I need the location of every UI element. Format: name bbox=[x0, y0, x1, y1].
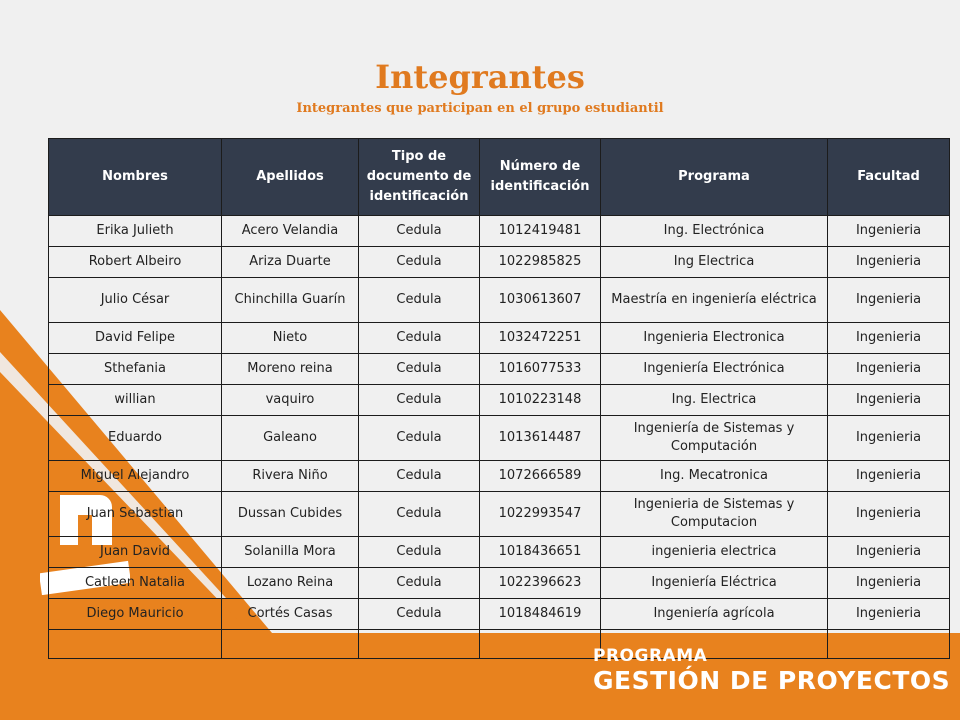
table-header-row bbox=[49, 139, 950, 216]
cell-facultad: Ingenieria bbox=[828, 216, 950, 247]
cell-programa: Ingeniería Electrónica bbox=[601, 354, 828, 385]
cell-apellidos: Cortés Casas bbox=[222, 599, 359, 630]
table-row bbox=[49, 278, 950, 323]
empty-cell bbox=[49, 630, 222, 659]
header-tipo-doc: Tipo de documento de identificación bbox=[359, 139, 480, 216]
cell-programa: ingenieria electrica bbox=[601, 537, 828, 568]
table-row bbox=[49, 461, 950, 492]
cell-tipo-doc: Cedula bbox=[359, 461, 480, 492]
cell-numero-id: 1030613607 bbox=[480, 278, 601, 323]
cell-facultad: Ingenieria bbox=[828, 385, 950, 416]
cell-facultad: Ingenieria bbox=[828, 354, 950, 385]
cell-programa: Ingeniería Eléctrica bbox=[601, 568, 828, 599]
cell-numero-id: 1072666589 bbox=[480, 461, 601, 492]
header-apellidos: Apellidos bbox=[222, 139, 359, 216]
table-row bbox=[49, 537, 950, 568]
cell-facultad: Ingenieria bbox=[828, 247, 950, 278]
page-title: Integrantes bbox=[375, 58, 585, 96]
cell-apellidos: Galeano bbox=[222, 416, 359, 461]
cell-apellidos: Nieto bbox=[222, 323, 359, 354]
cell-apellidos: vaquiro bbox=[222, 385, 359, 416]
cell-programa: Ingenieria Electronica bbox=[601, 323, 828, 354]
cell-apellidos: Chinchilla Guarín bbox=[222, 278, 359, 323]
cell-nombres: Julio César bbox=[49, 278, 222, 323]
cell-tipo-doc: Cedula bbox=[359, 416, 480, 461]
cell-facultad: Ingenieria bbox=[828, 568, 950, 599]
cell-facultad: Ingenieria bbox=[828, 599, 950, 630]
cell-nombres: Catleen Natalia bbox=[49, 568, 222, 599]
cell-numero-id: 1018484619 bbox=[480, 599, 601, 630]
cell-tipo-doc: Cedula bbox=[359, 568, 480, 599]
cell-nombres: Juan Sebastian bbox=[49, 492, 222, 537]
header-nombres: Nombres bbox=[49, 139, 222, 216]
cell-tipo-doc: Cedula bbox=[359, 599, 480, 630]
cell-apellidos: Dussan Cubides bbox=[222, 492, 359, 537]
cell-nombres: Diego Mauricio bbox=[49, 599, 222, 630]
cell-tipo-doc: Cedula bbox=[359, 323, 480, 354]
cell-tipo-doc: Cedula bbox=[359, 354, 480, 385]
cell-nombres: Miguel Alejandro bbox=[49, 461, 222, 492]
table-row bbox=[49, 385, 950, 416]
cell-apellidos: Rivera Niño bbox=[222, 461, 359, 492]
empty-cell bbox=[359, 630, 480, 659]
cell-programa: Ingenieria de Sistemas y Computacion bbox=[601, 492, 828, 537]
cell-tipo-doc: Cedula bbox=[359, 385, 480, 416]
cell-numero-id: 1010223148 bbox=[480, 385, 601, 416]
cell-apellidos: Lozano Reina bbox=[222, 568, 359, 599]
cell-facultad: Ingenieria bbox=[828, 278, 950, 323]
cell-nombres: Sthefania bbox=[49, 354, 222, 385]
table-row bbox=[49, 247, 950, 278]
cell-tipo-doc: Cedula bbox=[359, 492, 480, 537]
brand-logo-text bbox=[593, 646, 950, 696]
cell-tipo-doc: Cedula bbox=[359, 278, 480, 323]
cell-facultad: Ingenieria bbox=[828, 537, 950, 568]
cell-numero-id: 1022396623 bbox=[480, 568, 601, 599]
table-row bbox=[49, 323, 950, 354]
page-subtitle: Integrantes que participan en el grupo estudiantil bbox=[296, 101, 664, 116]
cell-programa: Ing. Electrica bbox=[601, 385, 828, 416]
cell-nombres: willian bbox=[49, 385, 222, 416]
cell-numero-id: 1016077533 bbox=[480, 354, 601, 385]
table-row bbox=[49, 216, 950, 247]
header-numero-id: Número de identificación bbox=[480, 139, 601, 216]
cell-facultad: Ingenieria bbox=[828, 323, 950, 354]
cell-numero-id: 1022993547 bbox=[480, 492, 601, 537]
table-row bbox=[49, 492, 950, 537]
cell-apellidos: Moreno reina bbox=[222, 354, 359, 385]
table-row bbox=[49, 568, 950, 599]
cell-apellidos: Ariza Duarte bbox=[222, 247, 359, 278]
brand-line-1: PROGRAMA bbox=[593, 646, 708, 666]
cell-numero-id: 1032472251 bbox=[480, 323, 601, 354]
empty-cell bbox=[480, 630, 601, 659]
cell-nombres: Erika Julieth bbox=[49, 216, 222, 247]
cell-numero-id: 1012419481 bbox=[480, 216, 601, 247]
cell-numero-id: 1022985825 bbox=[480, 247, 601, 278]
cell-apellidos: Acero Velandia bbox=[222, 216, 359, 247]
table-row bbox=[49, 354, 950, 385]
cell-facultad: Ingenieria bbox=[828, 416, 950, 461]
cell-numero-id: 1018436651 bbox=[480, 537, 601, 568]
cell-tipo-doc: Cedula bbox=[359, 537, 480, 568]
brand-line-2: GESTIÓN DE PROYECTOS bbox=[593, 666, 951, 695]
members-table bbox=[48, 138, 950, 659]
cell-tipo-doc: Cedula bbox=[359, 216, 480, 247]
table-row bbox=[49, 416, 950, 461]
cell-apellidos: Solanilla Mora bbox=[222, 537, 359, 568]
header-facultad: Facultad bbox=[828, 139, 950, 216]
header-programa: Programa bbox=[601, 139, 828, 216]
cell-programa: Ing Electrica bbox=[601, 247, 828, 278]
cell-nombres: Eduardo bbox=[49, 416, 222, 461]
cell-programa: Ing. Electrónica bbox=[601, 216, 828, 247]
cell-programa: Maestría en ingeniería eléctrica bbox=[601, 278, 828, 323]
cell-facultad: Ingenieria bbox=[828, 461, 950, 492]
cell-facultad: Ingenieria bbox=[828, 492, 950, 537]
empty-cell bbox=[222, 630, 359, 659]
cell-numero-id: 1013614487 bbox=[480, 416, 601, 461]
cell-tipo-doc: Cedula bbox=[359, 247, 480, 278]
table-row bbox=[49, 599, 950, 630]
cell-programa: Ingeniería agrícola bbox=[601, 599, 828, 630]
cell-programa: Ingeniería de Sistemas y Computación bbox=[601, 416, 828, 461]
cell-nombres: Robert Albeiro bbox=[49, 247, 222, 278]
cell-programa: Ing. Mecatronica bbox=[601, 461, 828, 492]
cell-nombres: David Felipe bbox=[49, 323, 222, 354]
cell-nombres: Juan David bbox=[49, 537, 222, 568]
